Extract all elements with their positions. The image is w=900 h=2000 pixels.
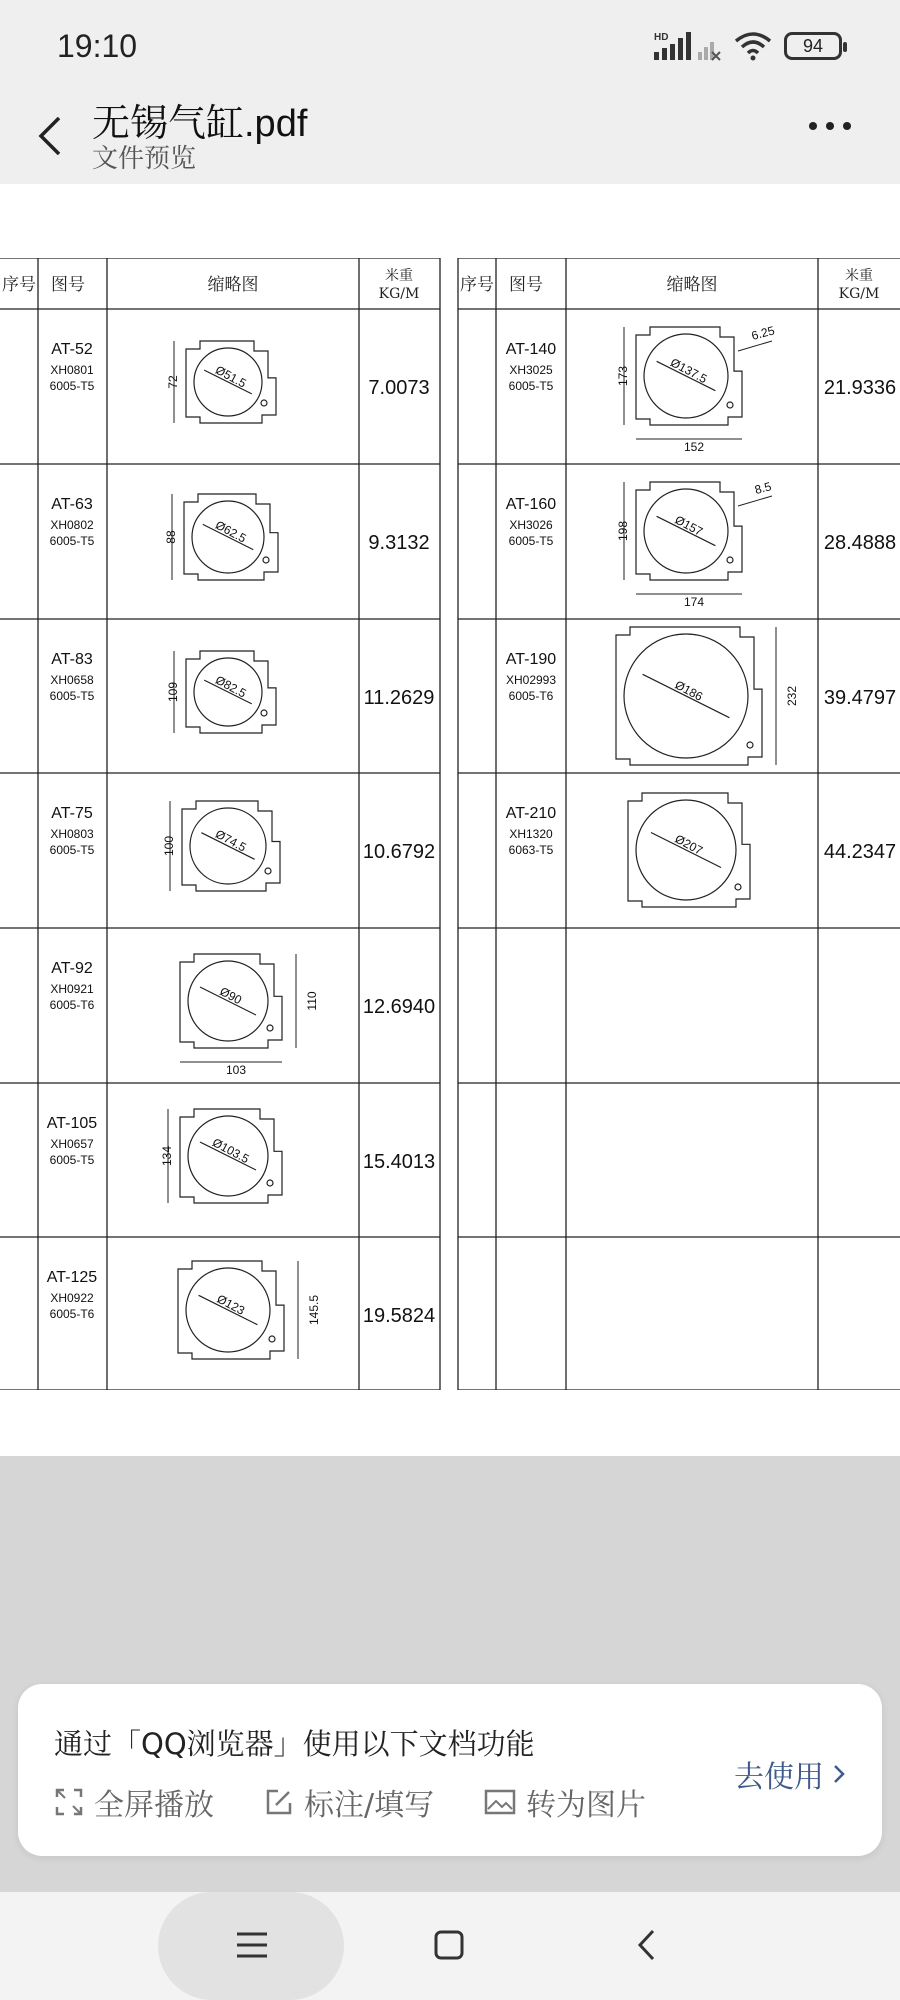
height-dim-label: 173 — [616, 365, 630, 387]
port-hole — [265, 868, 271, 874]
height-dim-label: 232 — [785, 685, 799, 707]
height-dim-label: 198 — [616, 520, 630, 542]
diameter-label: Ø62.5 — [213, 517, 249, 546]
alloy-grade: 6005-T5 — [49, 689, 95, 703]
alloy-grade: 6005-T6 — [508, 689, 554, 703]
height-dim-label: 134 — [160, 1145, 174, 1167]
table-row — [506, 793, 896, 907]
diameter-label: Ø207 — [672, 831, 706, 858]
chevron-right-icon — [832, 1762, 846, 1786]
port-hole — [747, 742, 753, 748]
status-bar — [0, 0, 900, 86]
port-hole — [261, 710, 267, 716]
more-options-button[interactable] — [800, 106, 860, 146]
height-dim-label: 110 — [305, 991, 319, 1011]
diameter-label: Ø157 — [672, 512, 706, 539]
alloy-grade: 6063-T5 — [508, 843, 554, 857]
height-dim-label: 72 — [166, 375, 180, 389]
height-dim-label: 88 — [164, 530, 178, 544]
header-fig: 图号 — [51, 275, 85, 295]
height-dim-label: 145.5 — [307, 1294, 321, 1326]
pdf-viewer[interactable] — [0, 184, 900, 1456]
promo-card — [18, 1684, 882, 1856]
profile-code: AT-75 — [51, 805, 93, 822]
alloy-grade: 6005-T5 — [49, 1153, 95, 1167]
diameter-label: Ø186 — [672, 677, 706, 704]
table-row — [506, 627, 896, 765]
alloy-grade: 6005-T5 — [508, 534, 554, 548]
table-row — [506, 323, 896, 454]
alloy-grade: 6005-T5 — [49, 843, 95, 857]
part-number: XH0803 — [50, 827, 94, 841]
use-now-button[interactable] — [734, 1752, 846, 1796]
port-hole — [267, 1180, 273, 1186]
pdf-page — [0, 258, 900, 1390]
header-weight-right: 米重 — [845, 268, 873, 284]
profile-code: AT-105 — [46, 1115, 98, 1132]
chevron-left-icon — [37, 114, 63, 158]
weight-value: 15.4013 — [362, 1151, 436, 1173]
menu-button[interactable] — [227, 1920, 277, 1970]
header-weight-unit-right: KG/M — [838, 286, 880, 302]
back-button[interactable] — [30, 106, 70, 166]
use-now-label: 去使用 — [734, 1760, 824, 1795]
hd-label: HD — [654, 32, 669, 43]
diameter-label: Ø82.5 — [213, 672, 249, 701]
weight-value: 21.9336 — [823, 377, 897, 399]
profile-code: AT-63 — [51, 496, 93, 513]
menu-icon — [235, 1930, 269, 1960]
weight-value: 9.3132 — [368, 532, 430, 554]
profile-code: AT-210 — [505, 805, 557, 822]
wall-dim-line — [738, 496, 772, 506]
signal-icon — [652, 30, 722, 62]
port-hole — [269, 1336, 275, 1342]
part-number: XH0801 — [50, 363, 94, 377]
weight-value: 12.6940 — [362, 996, 436, 1018]
table-row — [506, 479, 896, 609]
table-row — [47, 1109, 435, 1203]
part-number: XH02993 — [505, 673, 557, 687]
file-subtitle: 文件预览 — [92, 144, 197, 174]
home-button[interactable] — [424, 1920, 474, 1970]
width-dim-label: 103 — [225, 1063, 247, 1077]
file-title: 无锡气缸.pdf — [92, 103, 308, 145]
port-hole — [735, 884, 741, 890]
battery-icon — [784, 32, 842, 60]
part-number: XH0802 — [50, 518, 94, 532]
home-square-icon — [433, 1929, 465, 1961]
diameter-label: Ø137.5 — [668, 355, 710, 387]
part-number: XH0657 — [50, 1137, 94, 1151]
app-header — [0, 86, 900, 184]
header-weight-unit: KG/M — [378, 286, 420, 302]
width-dim-label: 152 — [683, 440, 705, 454]
height-dim-label: 100 — [162, 835, 176, 857]
header-thumb: 缩略图 — [207, 275, 259, 295]
system-nav-bar — [0, 1892, 900, 2000]
profile-code: AT-160 — [505, 496, 557, 513]
port-hole — [261, 400, 267, 406]
profile-code: AT-52 — [51, 341, 93, 358]
battery-level: 94 — [802, 35, 824, 56]
width-dim-label: 174 — [683, 595, 705, 609]
alloy-grade: 6005-T6 — [49, 998, 95, 1012]
weight-value: 10.6792 — [362, 841, 436, 863]
diameter-label: Ø51.5 — [213, 362, 249, 391]
port-hole — [727, 557, 733, 563]
wifi-icon — [734, 31, 772, 61]
diameter-label: Ø74.5 — [213, 826, 249, 855]
status-icons — [652, 30, 842, 62]
back-nav-button[interactable] — [622, 1920, 672, 1970]
fullscreen-button[interactable] — [54, 1780, 214, 1824]
annotate-button[interactable] — [264, 1780, 434, 1824]
edit-icon — [264, 1787, 294, 1817]
header-weight: 米重 — [385, 268, 413, 284]
fullscreen-label: 全屏播放 — [94, 1788, 214, 1823]
port-hole — [727, 402, 733, 408]
port-hole — [263, 557, 269, 563]
part-number: XH3025 — [509, 363, 553, 377]
annotate-label: 标注/填写 — [304, 1788, 435, 1823]
promo-message: 通过「QQ浏览器」使用以下文档功能 — [54, 1727, 535, 1761]
header-no-right: 序号 — [460, 275, 494, 295]
height-dim-label: 109 — [166, 681, 180, 703]
weight-value: 44.2347 — [823, 841, 897, 863]
weight-value: 11.2629 — [363, 687, 435, 709]
weight-value: 19.5824 — [362, 1305, 436, 1327]
weight-value: 7.0073 — [368, 377, 430, 399]
diameter-label: Ø103.5 — [210, 1135, 252, 1167]
profile-code: AT-190 — [505, 651, 557, 668]
table-grid — [0, 258, 900, 1390]
alloy-grade: 6005-T5 — [508, 379, 554, 393]
wall-dim-label: 6.25 — [749, 323, 777, 343]
header-no: 序号 — [2, 275, 36, 295]
header-fig-right: 图号 — [509, 275, 543, 295]
wall-dim-label: 8.5 — [753, 479, 773, 498]
diameter-label: Ø123 — [214, 1291, 248, 1318]
back-triangle-icon — [635, 1928, 659, 1962]
part-number: XH0921 — [50, 982, 94, 996]
part-number: XH0922 — [50, 1291, 94, 1305]
profile-code: AT-83 — [51, 651, 93, 668]
to-image-button[interactable] — [484, 1780, 646, 1824]
part-number: XH0658 — [50, 673, 94, 687]
port-hole — [267, 1025, 273, 1031]
profile-code: AT-140 — [505, 341, 557, 358]
part-number: XH1320 — [509, 827, 553, 841]
alloy-grade: 6005-T5 — [49, 534, 95, 548]
clock: 19:10 — [57, 28, 138, 64]
fullscreen-icon — [54, 1787, 84, 1817]
header-thumb-right: 缩略图 — [666, 275, 718, 295]
weight-value: 28.4888 — [823, 532, 897, 554]
more-icon — [808, 121, 852, 131]
table-row — [47, 1261, 435, 1359]
weight-value: 39.4797 — [823, 687, 897, 709]
diameter-label: Ø90 — [217, 984, 245, 1008]
profile-code: AT-92 — [51, 960, 93, 977]
to-image-label: 转为图片 — [526, 1788, 646, 1823]
alloy-grade: 6005-T6 — [49, 1307, 95, 1321]
profile-code: AT-125 — [46, 1269, 98, 1286]
part-number: XH3026 — [509, 518, 553, 532]
table-rows — [47, 323, 896, 1359]
image-icon — [484, 1787, 516, 1817]
alloy-grade: 6005-T5 — [49, 379, 95, 393]
